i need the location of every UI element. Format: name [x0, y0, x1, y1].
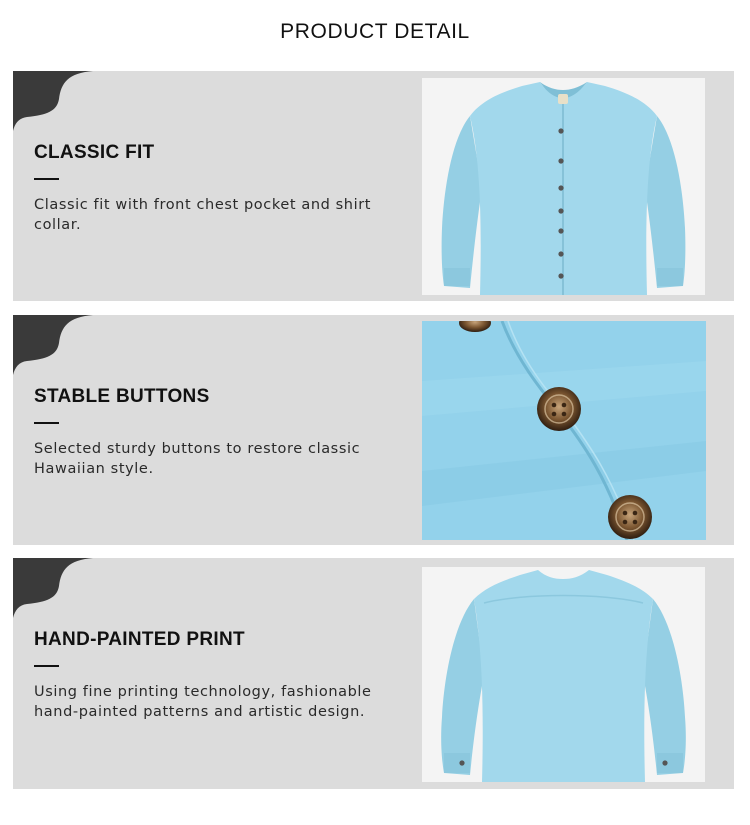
heading-underline	[34, 422, 59, 424]
corner-tab-decoration	[13, 315, 93, 385]
shirt-front-photo	[422, 78, 705, 295]
shirt-back-photo	[422, 567, 705, 782]
feature-heading: HAND-PAINTED PRINT	[34, 629, 245, 650]
feature-panel-classic-fit	[13, 71, 734, 301]
corner-tab-decoration	[13, 558, 93, 628]
feature-heading: CLASSIC FIT	[34, 142, 155, 163]
feature-heading: STABLE BUTTONS	[34, 386, 210, 407]
heading-underline	[34, 665, 59, 667]
button-closeup-photo	[422, 321, 706, 540]
heading-underline	[34, 178, 59, 180]
feature-description: Classic fit with front chest pocket and shirt collar.	[34, 197, 372, 233]
feature-description: Using fine printing technology, fashionable hand-painted patterns and artistic design.	[34, 684, 372, 720]
corner-tab-decoration	[13, 71, 93, 141]
page-title: PRODUCT DETAIL	[280, 20, 470, 43]
feature-description: Selected sturdy buttons to restore classic Hawaiian style.	[34, 441, 361, 477]
feature-panel-hand-painted-print	[13, 558, 734, 789]
feature-panel-stable-buttons	[13, 315, 734, 545]
